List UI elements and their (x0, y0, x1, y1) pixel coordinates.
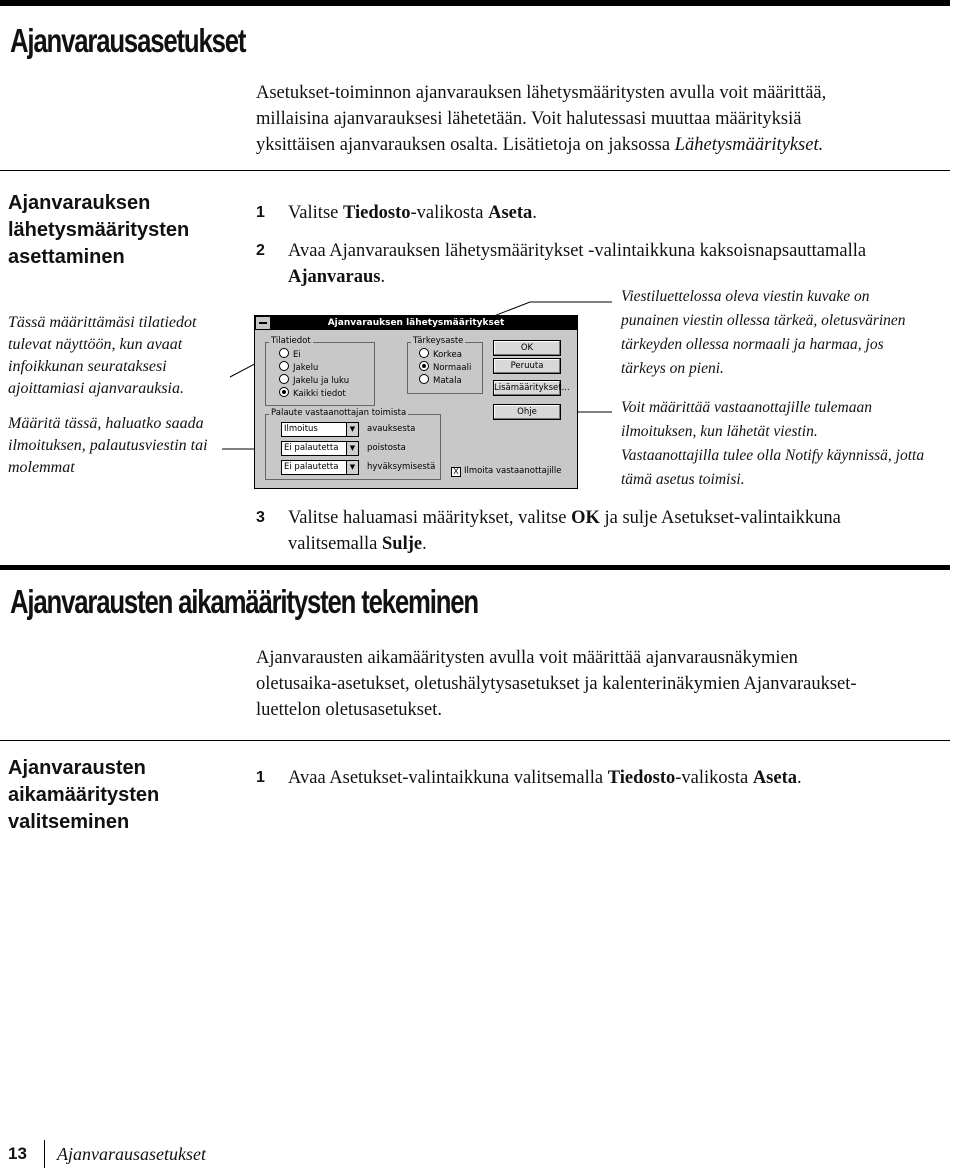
return-accept-select[interactable]: Ei palautetta ▼ (281, 460, 359, 475)
help-button[interactable]: Ohje (493, 404, 561, 420)
section1-divider (0, 170, 950, 171)
checkbox-mark: X (451, 467, 461, 477)
status-option-ei[interactable]: Ei (279, 348, 301, 360)
intro-line: millaisina ajanvarauksesi lähetetään. Voit halutessasi muuttaa määrityksiä (256, 109, 802, 129)
chevron-down-icon: ▼ (346, 461, 358, 474)
sidebar-note-return: Määritä tässä, haluatko saada ilmoituksen, palautusviestin tai molemmat (8, 415, 208, 476)
return-delete-label: poistosta (367, 443, 406, 453)
priority-option-korkea[interactable]: Korkea (419, 348, 462, 360)
chevron-down-icon: ▼ (346, 423, 358, 436)
callout-priority: Viestiluettelossa oleva viestin kuvake on punainen viestin ollessa tärkeä, oletusvärinen tärkeyden ollessa normaali ja harmaa, jos tärkeys on pieni. (621, 288, 906, 377)
sidebar-heading-2: Ajanvarausten aikamääritysten valitseminen (8, 757, 160, 833)
status-group-label: Tilatiedot (271, 336, 311, 346)
ok-button[interactable]: OK (493, 340, 561, 356)
return-open-label: avauksesta (367, 424, 416, 434)
section1-intro (256, 80, 826, 158)
return-accept-label: hyväksymisestä (367, 462, 436, 472)
priority-group-label: Tärkeysaste (413, 336, 464, 346)
return-open-select[interactable]: Ilmoitus ▼ (281, 422, 359, 437)
section2-divider (0, 740, 950, 741)
priority-option-matala[interactable]: Matala (419, 374, 462, 386)
section2-intro: Ajanvarausten aikamääritysten avulla voit määrittää ajanvarausnäkymien oletusaika-asetukset, oletushälytysasetukset ja kalenterinäkymien Ajanvaraukset- luettelon oletusasetukset. (256, 648, 857, 720)
section2-top-rule (0, 565, 950, 570)
footer-tick (44, 1140, 45, 1168)
return-group-label: Palaute vastaanottajan toimista (271, 408, 407, 418)
cancel-button[interactable]: Peruuta (493, 358, 561, 374)
chevron-down-icon: ▼ (346, 442, 358, 455)
top-rule (0, 0, 950, 6)
more-options-button[interactable]: Lisämääritykset... (493, 380, 561, 396)
notify-recipients-checkbox[interactable]: X Ilmoita vastaanottajille (451, 466, 562, 477)
page-number: 13 (8, 1144, 27, 1163)
intro-line: yksittäisen ajanvarauksen osalta. Lisätietoja on jaksossa Lähetysmääritykset. (256, 135, 824, 155)
callout-notify: Voit määrittää vastaanottajille tulemaan ilmoituksen, kun lähetät viestin. Vastaanottajilla tulee olla Notify käynnissä, jotta tämä asetus toimisi. (621, 399, 925, 488)
status-option-jakelu[interactable]: Jakelu (279, 361, 318, 373)
section-title-2: Ajanvarausten aikamääritysten tekeminen (10, 583, 478, 620)
system-menu-icon[interactable] (256, 317, 271, 329)
section-title-1: Ajanvarausasetukset (10, 22, 246, 59)
footer-title: Ajanvarausasetukset (57, 1144, 206, 1164)
sidebar-heading-1: Ajanvarauksen lähetysmääritysten asettaminen (8, 192, 190, 268)
return-delete-select[interactable]: Ei palautetta ▼ (281, 441, 359, 456)
sidebar-note-status: Tässä määrittämäsi tilatiedot tulevat näyttöön, kun avaat infoikkunan seurataksesi ajoittamiasi ajanvarauksia. (8, 314, 197, 397)
send-options-dialog (254, 315, 578, 489)
intro-line: Asetukset-toiminnon ajanvarauksen lähetysmääritysten avulla voit määrittää, (256, 83, 827, 103)
status-option-kaikki[interactable]: Kaikki tiedot (279, 387, 346, 399)
status-option-jakelu-luku[interactable]: Jakelu ja luku (279, 374, 349, 386)
dialog-title: Ajanvarauksen lähetysmääritykset (255, 316, 577, 330)
priority-option-normaali[interactable]: Normaali (419, 361, 471, 373)
